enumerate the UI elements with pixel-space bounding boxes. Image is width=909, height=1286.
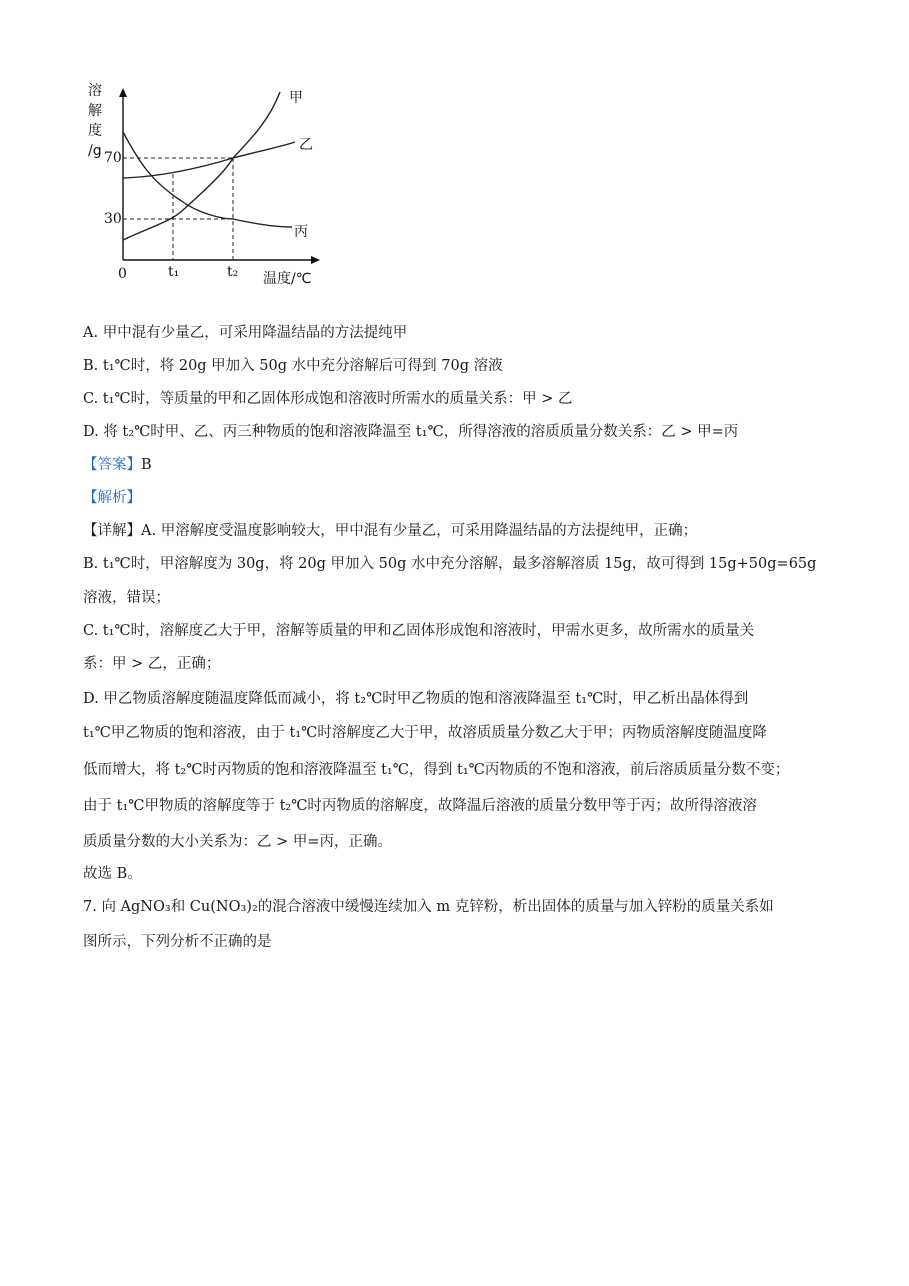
detail-c-line-2: 系：甲 > 乙，正确； — [83, 656, 221, 672]
detail-a-row — [83, 521, 843, 541]
series-label-bing: 丙 — [294, 224, 308, 240]
option-a: A. 甲中混有少量乙，可采用降温结晶的方法提纯甲 — [83, 325, 408, 341]
option-c: C. t₁℃时，等质量的甲和乙固体形成饱和溶液时所需水的质量关系：甲 > 乙 — [83, 391, 573, 407]
detail-b-line-2: 溶液，错误； — [83, 590, 170, 606]
answer-value: B — [141, 457, 152, 473]
x-axis-arrow — [311, 256, 320, 264]
detail-d-line-2: t₁℃甲乙物质的饱和溶液，由于 t₁℃时溶解度乙大于甲，故溶质质量分数乙大于甲；丙物质溶解度随温度降 — [83, 725, 767, 741]
detail-tag: 【详解】 — [83, 523, 141, 539]
y-axis-label-3: 度 — [88, 123, 102, 139]
option-d: D. 将 t₂℃时甲、乙、丙三种物质的饱和溶液降温至 t₁℃，所得溶液的溶质质量分数关系：乙 > 甲=丙 — [83, 424, 739, 440]
answer-row — [83, 455, 843, 475]
x-tick-t2: t₂ — [227, 264, 239, 280]
analysis-tag: 【解析】 — [83, 490, 141, 506]
y-axis-unit: /g — [88, 143, 102, 159]
detail-d-line-5: 质质量分数的大小关系为：乙 > 甲=丙，正确。 — [83, 834, 393, 850]
y-axis-label-1: 溶 — [88, 83, 102, 99]
y-axis-label-2: 解 — [88, 103, 102, 119]
detail-d-line-3: 低而增大，将 t₂℃时丙物质的饱和溶液降温至 t₁℃，得到 t₁℃丙物质的不饱和溶液，前后溶质质量分数不变； — [83, 762, 790, 778]
conclusion: 故选 B。 — [83, 866, 142, 882]
detail-d-line-1: D. 甲乙物质溶解度随温度降低而减小，将 t₂℃时甲乙物质的饱和溶液降温至 t₁℃时，甲乙析出晶体得到 — [83, 691, 749, 707]
curve-bing — [123, 132, 292, 227]
y-tick-30: 30 — [104, 211, 122, 227]
series-label-yi: 乙 — [299, 137, 313, 153]
detail-d-line-4: 由于 t₁℃甲物质的溶解度等于 t₂℃时丙物质的溶解度，故降温后溶液的质量分数甲等于丙；故所得溶液溶 — [83, 798, 757, 814]
question-7-line-1: 7. 向 AgNO₃和 Cu(NO₃)₂的混合溶液中缓慢连续加入 m 克锌粉，析出固体的质量与加入锌粉的质量关系如 — [83, 899, 774, 915]
detail-a: A. 甲溶解度受温度影响较大，甲中混有少量乙，可采用降温结晶的方法提纯甲，正确； — [141, 523, 698, 539]
detail-b-line-1: B. t₁℃时，甲溶解度为 30g，将 20g 甲加入 50g 水中充分溶解，最多溶解溶质 15g，故可得到 15g+50g=65g — [83, 556, 817, 572]
series-label-jia: 甲 — [289, 90, 303, 106]
x-axis-label: 温度/℃ — [263, 271, 312, 287]
detail-c-line-1: C. t₁℃时，溶解度乙大于甲，溶解等质量的甲和乙固体形成饱和溶液时，甲需水更多，故所需水的质量关 — [83, 623, 755, 639]
y-tick-70: 70 — [104, 150, 122, 166]
origin-label: 0 — [118, 266, 127, 282]
question-7-line-2: 图所示，下列分析不正确的是 — [83, 934, 272, 950]
x-tick-t1: t₁ — [168, 264, 180, 280]
answer-tag: 【答案】 — [83, 457, 141, 473]
option-b: B. t₁℃时，将 20g 甲加入 50g 水中充分溶解后可得到 70g 溶液 — [83, 358, 503, 374]
solubility-chart — [80, 80, 330, 295]
y-axis-arrow — [119, 88, 127, 97]
